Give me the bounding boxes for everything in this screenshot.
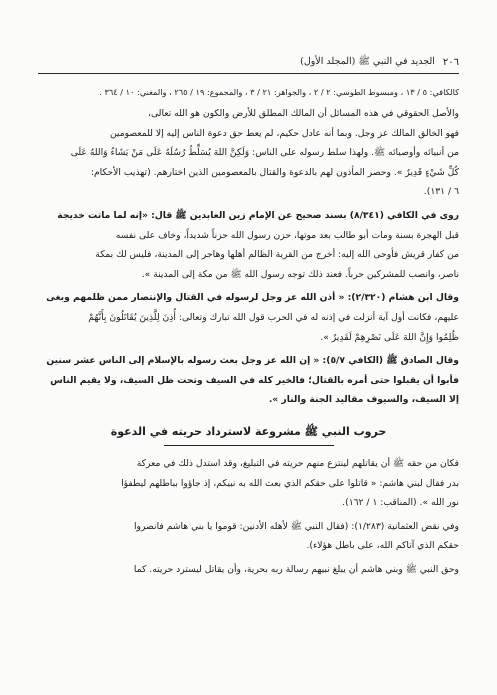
book-page bbox=[38, 0, 459, 695]
running-title: الجديد في النبي ﷺ (المجلد الأول) bbox=[300, 56, 435, 67]
page-body bbox=[38, 104, 459, 579]
page-number: ٢٠٦ bbox=[442, 56, 459, 68]
paragraph-3: وقال ابن هشام (٢/٣٢٠): « أذن الله عز وجل لرسوله في القتال والإنتصار ممن ظلمهم وبغى عليهم، فكانت أول آية أنزلت في إذنه له في الحرب قول الله تبارك وتعالى: أُذِنَ لِلَّذِينَ يُقَاتَلُونَ بِأَنَّهُمْ ظُلِمُوا وَإِنَّ اللهَ عَلَى نَصْرِهِمْ لَقَدِيرٌ ». bbox=[46, 292, 459, 343]
paragraph-7: وحق النبي ﷺ وبني هاشم أن يبلغ نبيهم رسالة ربه بحرية، وأن يقاتل ليسترد حريته. كما bbox=[133, 563, 459, 575]
paragraph-1: والأصل الحقوقي في هذه المسائل أن المالك المطلق للأرض والكون هو الله تعالى، فهو الخالق المالك عز وجل. وبما أنه عادل حكيم، لم يعط حق دعوة الناس إليه إلا للمعصومين من أنبيائه وأوصيائه ﷺ. ولهذا سلط رسوله على الناس: وَلَكِنَّ اللهَ يُسَلِّطُ رُسُلَهُ عَلَى مَنْ يَشَاءُ وَاللهُ عَلَى كُلِّ شَيْءٍ قَدِيرٌ ». وحصر المأذون لهم بالدعوة والقتال بالمعصومين الذين اختارهم. (تهذيب الأحكام: ٦ / ١٣١). bbox=[70, 108, 459, 198]
section-heading: حروب النبي ﷺ مشروعة لاسترداد حريته في الدعوة bbox=[38, 422, 459, 446]
paragraph-4: وقال الصادق ﷺ (الكافي ٥/٧): « إن الله عز وجل بعث رسوله بالإسلام إلى الناس عشر سنين فأبوا أن يقبلوا حتى أمره بالقتال؛ فالخير كله في السيف وتحت ظل السيف، ولا يقيم الناس إلا السيف، والسيوف مقاليد الجنة والنار ». bbox=[46, 355, 459, 406]
citation-line: كالكافي: ٥ / ١٣ ، ومبسوط الطوسي: ٢ / ٢ ، والجواهر: ٢١ / ٣ ، والمجموع: ١٩ / ٢٦٥ ، والمغني: ١٠ / ٣٦٤ . bbox=[99, 87, 459, 97]
paragraph-6: وفي نقض العثمانية (١/٢٨٣): (فقال النبي ﷺ لأهله الأدنين: قوموا يا بني هاشم فانصروا حقكم الذي آتاكم الله، على باطل هؤلاء). bbox=[134, 520, 459, 552]
paragraph-2: روى في الكافي (٨/٣٤١) بسند صحيح عن الإمام زين العابدين ﷺ قال: «إنه لما ماتت خديجة قبل الهجرة بسنة ومات أبو طالب بعد موتها، حزن رسول الله حزناً شديداً، وخاف على نفسه من كفار قريش فأوحى الله إليه: أخرج من القرية الظالم أهلها وهاجر إلى المدينة، فليس لك بمكة ناصر، وانصب للمشركين حرباً. فعند ذلك توجه رسول الله ﷺ من مكة إلى المدينة ». bbox=[57, 209, 459, 280]
header-rule bbox=[38, 73, 459, 74]
page-header bbox=[38, 52, 459, 72]
section-underline bbox=[164, 445, 334, 446]
paragraph-5: فكان من حقه ﷺ أن يقاتلهم لينتزع منهم حريته في التبليغ، وقد استدل ذلك في معركة بدر فقال لبني هاشم: « قاتلوا على حقكم الذي بعث الله به نبيكم، إذ جاؤوا بباطلهم ليطفؤا نور الله ». (المناقب: ١ / ١٦٢). bbox=[121, 457, 459, 509]
